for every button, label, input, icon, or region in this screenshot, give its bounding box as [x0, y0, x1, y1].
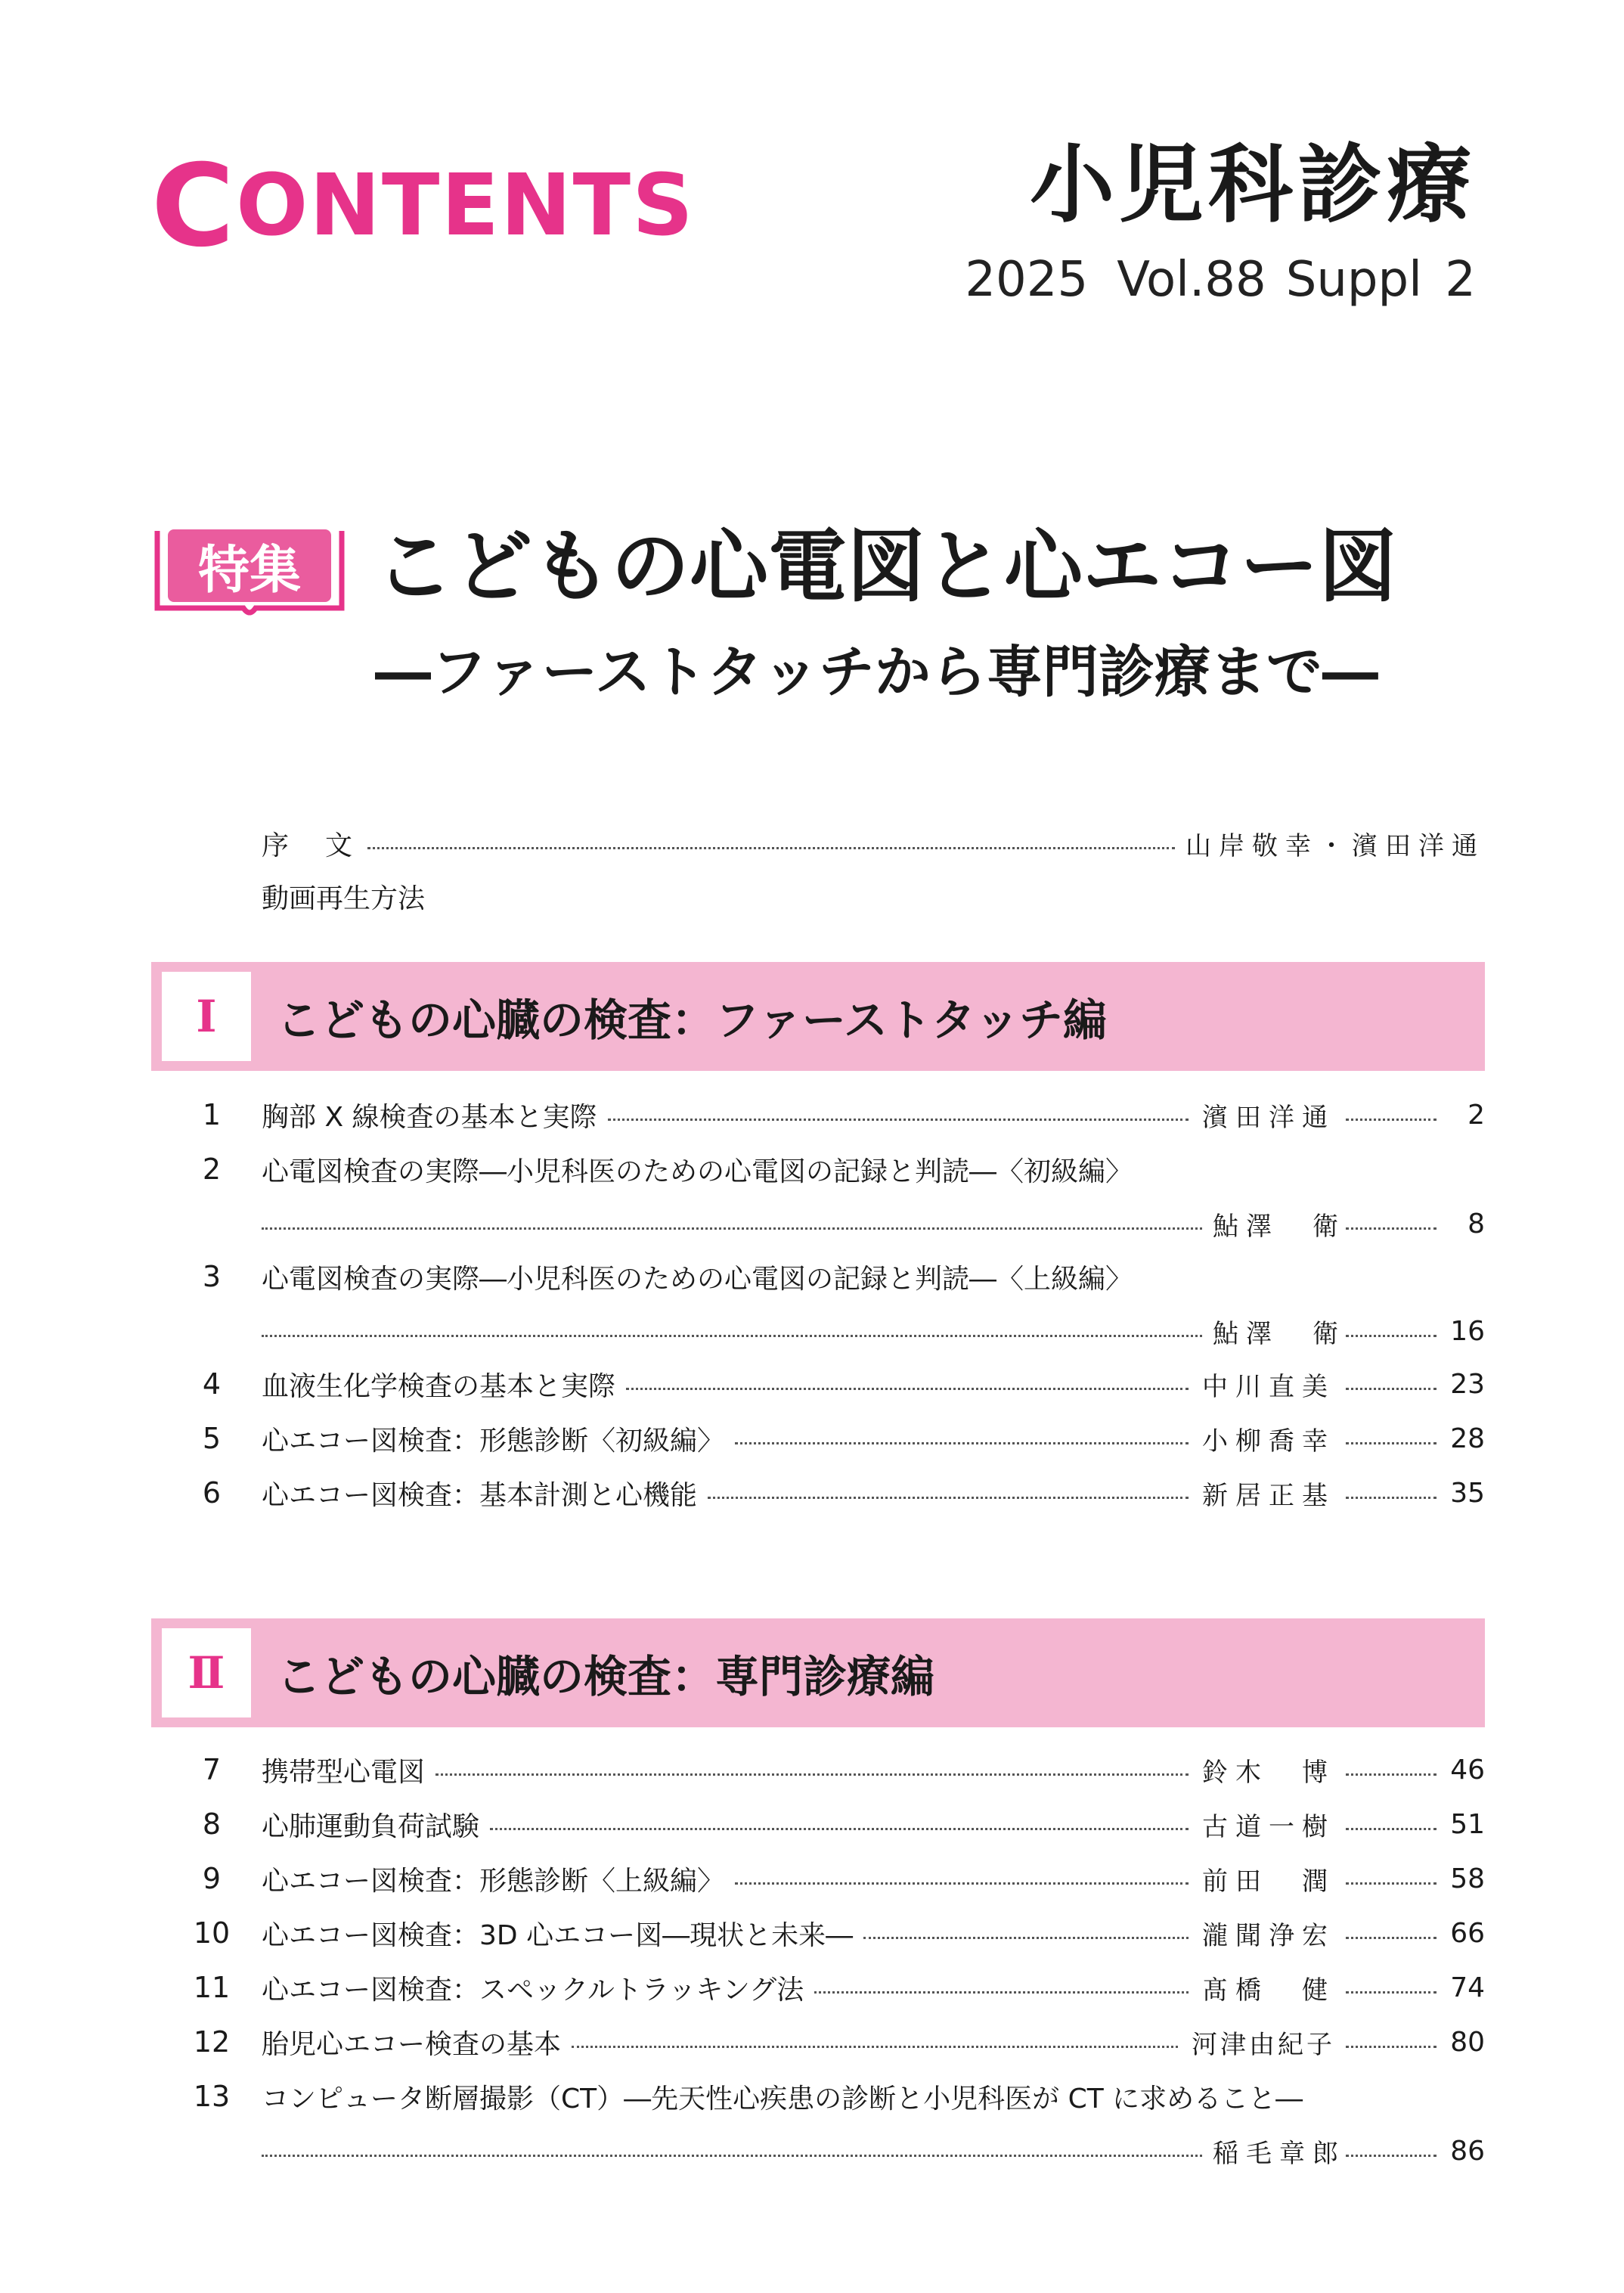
- issue-year: 2025: [965, 252, 1089, 308]
- leader-dots: [1346, 1828, 1436, 1830]
- entry-number: 3: [202, 1260, 222, 1293]
- entry-author: 鈴木 博: [1202, 1757, 1335, 1788]
- entry-author: 瀧聞浄宏: [1202, 1920, 1335, 1951]
- leader-dots: [708, 1497, 1189, 1499]
- leader-dots: [1346, 1882, 1436, 1885]
- entry-title: 胎児心エコー検査の基本: [262, 2028, 562, 2060]
- entry-page: 74: [1450, 1972, 1485, 2003]
- entry-author: 河津由紀子: [1192, 2029, 1335, 2060]
- entry-title: 心エコー図検査：スペックルトラッキング法: [262, 1974, 804, 2006]
- entry-author: 小柳喬幸: [1202, 1426, 1335, 1457]
- toc-entry-author-line[interactable]: [262, 1202, 1485, 1245]
- entry-author: 稲毛章郎: [1213, 2138, 1346, 2169]
- issue-volume: Vol.88: [1117, 252, 1266, 308]
- entry-title: 心電図検査の実際―小児科医のための心電図の記録と判読―〈初級編〉: [262, 1156, 1133, 1187]
- entry-page: 8: [1467, 1208, 1485, 1240]
- entry-title: 心エコー図検査：基本計測と心機能: [262, 1479, 698, 1511]
- toc-entry[interactable]: [181, 1857, 1485, 1900]
- front-matter-title: 序 文: [262, 830, 358, 861]
- entry-author: 鮎澤 衛: [1213, 1211, 1346, 1242]
- leader-dots: [1346, 1497, 1436, 1499]
- toc-entry[interactable]: [181, 1472, 1485, 1514]
- section-number: Ⅰ: [162, 972, 251, 1061]
- entry-number: 5: [202, 1422, 222, 1455]
- entry-number: 6: [202, 1476, 222, 1510]
- toc-entry[interactable]: [181, 1094, 1485, 1136]
- entry-author: 前田 潤: [1202, 1866, 1335, 1897]
- entry-title: 心エコー図検査：3D 心エコー図―現状と未来―: [262, 1919, 854, 1951]
- leader-dots: [1346, 1388, 1436, 1390]
- front-matter-author: 山岸敬幸・濱田洋通: [1185, 830, 1485, 861]
- entry-number: 12: [193, 2025, 231, 2059]
- entry-number: 9: [202, 1862, 222, 1895]
- toc-entry[interactable]: [181, 2021, 1485, 2063]
- entry-author: 濱田洋通: [1202, 1102, 1335, 1133]
- journal-title: 小児科診療: [1030, 136, 1476, 234]
- entry-author: 中川直美: [1202, 1371, 1335, 1402]
- issue-suppl: Suppl 2: [1285, 252, 1476, 308]
- entry-number: 2: [202, 1153, 222, 1186]
- entry-page: 23: [1450, 1368, 1485, 1400]
- front-matter-preface[interactable]: [262, 824, 1485, 862]
- entry-title: 心電図検査の実際―小児科医のための心電図の記録と判読―〈上級編〉: [262, 1263, 1133, 1295]
- entry-page: 80: [1450, 2026, 1485, 2058]
- feature-badge: [154, 523, 345, 619]
- toc-entry-author-line[interactable]: [262, 2130, 1485, 2172]
- entry-title: 胸部 X 線検査の基本と実際: [262, 1101, 597, 1133]
- entry-page: 51: [1450, 1808, 1485, 1840]
- feature-badge-label: 特集: [168, 529, 331, 602]
- entry-page: 46: [1450, 1754, 1485, 1786]
- entry-page: 28: [1450, 1423, 1485, 1454]
- entry-page: 35: [1450, 1477, 1485, 1509]
- entry-author: 古道一樹: [1202, 1811, 1335, 1842]
- entry-page: 86: [1450, 2135, 1485, 2167]
- leader-dots: [262, 2155, 1202, 2157]
- entry-author: 髙橋 健: [1202, 1975, 1335, 2006]
- leader-dots: [863, 1937, 1189, 1939]
- toc-entry[interactable]: [181, 1748, 1485, 1791]
- entry-title: 心エコー図検査：形態診断〈初級編〉: [262, 1425, 725, 1457]
- entry-title: 心エコー図検査：形態診断〈上級編〉: [262, 1865, 725, 1897]
- leader-dots: [735, 1442, 1189, 1444]
- toc-entry[interactable]: [181, 2075, 1485, 2118]
- leader-dots: [367, 847, 1175, 849]
- entry-number: 7: [202, 1753, 222, 1786]
- entry-author: 鮎澤 衛: [1213, 1318, 1346, 1349]
- entry-number: 4: [202, 1367, 222, 1401]
- leader-dots: [262, 1335, 1202, 1337]
- leader-dots: [814, 1991, 1189, 1994]
- contents-heading-rest: ONTENTS: [236, 157, 695, 255]
- toc-entry[interactable]: [181, 1912, 1485, 1954]
- entry-page: 2: [1467, 1099, 1485, 1131]
- toc-entry[interactable]: [181, 1417, 1485, 1460]
- entry-page: 66: [1450, 1917, 1485, 1949]
- entry-title: 携帯型心電図: [262, 1756, 426, 1788]
- leader-dots: [1346, 1991, 1436, 1994]
- feature-title: こどもの心電図と心エコー図: [375, 520, 1398, 613]
- entry-page: 58: [1450, 1863, 1485, 1894]
- entry-number: 11: [193, 1971, 231, 2004]
- feature-subtitle: ―ファーストタッチから専門診療まで―: [375, 640, 1378, 705]
- entry-title: 血液生化学検査の基本と実際: [262, 1370, 616, 1402]
- leader-dots: [435, 1773, 1189, 1776]
- entry-number: 13: [193, 2080, 231, 2113]
- leader-dots: [1346, 1442, 1436, 1444]
- leader-dots: [572, 2046, 1178, 2048]
- issue-info: [965, 252, 1476, 308]
- toc-entry[interactable]: [181, 1966, 1485, 2009]
- leader-dots: [1346, 1335, 1436, 1337]
- entry-author: 新居正基: [1202, 1480, 1335, 1511]
- leader-dots: [1346, 2155, 1436, 2157]
- leader-dots: [1346, 2046, 1436, 2048]
- leader-dots: [490, 1828, 1189, 1830]
- toc-entry-author-line[interactable]: [262, 1310, 1485, 1352]
- entry-number: 10: [193, 1916, 231, 1950]
- leader-dots: [626, 1388, 1189, 1390]
- toc-entry[interactable]: [181, 1803, 1485, 1845]
- leader-dots: [262, 1227, 1202, 1230]
- leader-dots: [1346, 1937, 1436, 1939]
- entry-number: 8: [202, 1807, 222, 1841]
- front-matter-video[interactable]: [262, 877, 1485, 915]
- toc-entry[interactable]: [181, 1255, 1485, 1298]
- leader-dots: [1346, 1227, 1436, 1230]
- entry-page: 16: [1450, 1315, 1485, 1347]
- section-number: Ⅱ: [162, 1628, 251, 1717]
- section-header: [151, 962, 1485, 1071]
- section-title: こどもの心臓の検査：ファーストタッチ編: [277, 994, 1107, 1046]
- leader-dots: [1346, 1773, 1436, 1776]
- leader-dots: [735, 1882, 1189, 1885]
- section-title: こどもの心臓の検査：専門診療編: [277, 1651, 935, 1702]
- entry-number: 1: [202, 1098, 222, 1131]
- entry-title: コンピュータ断層撮影（CT）―先天性心疾患の診断と小児科医が CT に求めること―: [262, 2083, 1303, 2115]
- toc-entry[interactable]: [181, 1148, 1485, 1190]
- section-header: [151, 1618, 1485, 1727]
- entry-title: 心肺運動負荷試験: [262, 1811, 480, 1842]
- contents-heading-initial: C: [151, 141, 237, 272]
- toc-entry[interactable]: [181, 1363, 1485, 1405]
- leader-dots: [608, 1119, 1189, 1121]
- front-matter-title: 動画再生方法: [262, 883, 426, 914]
- contents-heading: [151, 141, 695, 272]
- leader-dots: [1346, 1119, 1436, 1121]
